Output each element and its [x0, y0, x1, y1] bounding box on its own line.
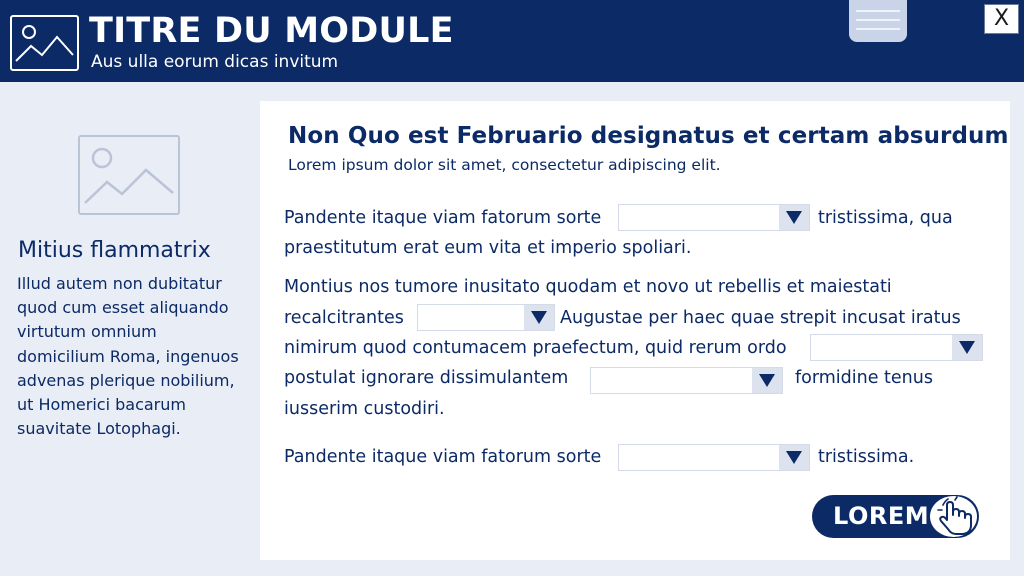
module-subtitle: Aus ulla eorum dicas invitum	[91, 52, 339, 72]
question-card	[260, 101, 1010, 560]
module-title: TITRE DU MODULE	[89, 11, 454, 51]
question-subtitle: Lorem ipsum dolor sit amet, consectetur adipiscing elit.	[288, 156, 721, 174]
paragraph2-line1: Montius nos tumore inusitato quodam et novo ut rebellis et maiestati	[284, 277, 892, 297]
lorem-button-label: LOREM	[833, 502, 930, 530]
hamburger-menu-icon[interactable]	[849, 0, 907, 42]
pointing-hand-icon	[930, 496, 977, 537]
dropdown-4[interactable]	[590, 367, 783, 394]
paragraph2-line3-before: nimirum quod contumacem praefectum, quid rerum ordo	[284, 338, 787, 358]
chevron-down-icon[interactable]	[752, 368, 782, 393]
paragraph1-line2: praestitutum erat eum vita et imperio spoliari.	[284, 238, 692, 258]
sidebar-text: Illud autem non dubitatur quod cum esset aliquando virtutum omnium domicilium Roma, ingenuos advenas plerique nobilium, ut Homerici bacarum suavitate Lotophagi.	[17, 274, 239, 439]
paragraph2-line5: iusserim custodiri.	[284, 399, 445, 419]
paragraph3-line1-after: tristissima.	[818, 447, 915, 467]
dropdown-3[interactable]	[810, 334, 983, 361]
dropdown-2[interactable]	[417, 304, 555, 331]
image-placeholder-icon	[78, 135, 180, 215]
chevron-down-icon[interactable]	[524, 305, 554, 330]
module-header	[0, 0, 1024, 82]
dropdown-1[interactable]	[618, 204, 810, 231]
image-icon	[10, 15, 79, 71]
paragraph2-line4-before: postulat ignorare dissimulantem	[284, 368, 569, 388]
paragraph2-line4-after: formidine tenus	[795, 368, 933, 388]
paragraph1-line1-after: tristissima, qua	[818, 208, 953, 228]
paragraph1-line1-before: Pandente itaque viam fatorum sorte	[284, 208, 602, 228]
chevron-down-icon[interactable]	[952, 335, 982, 360]
lorem-button[interactable]	[812, 495, 979, 538]
paragraph2-line2-before: recalcitrantes	[284, 308, 404, 328]
dropdown-5[interactable]	[618, 444, 810, 471]
chevron-down-icon[interactable]	[779, 445, 809, 470]
paragraph3-line1-before: Pandente itaque viam fatorum sorte	[284, 447, 602, 467]
sidebar-title: Mitius flammatrix	[18, 238, 211, 263]
paragraph2-line2-after: Augustae per haec quae strepit incusat iratus	[560, 308, 961, 328]
chevron-down-icon[interactable]	[779, 205, 809, 230]
question-title: Non Quo est Februario designatus et certam absurdum	[288, 123, 1009, 149]
close-button[interactable]: X	[984, 4, 1019, 34]
